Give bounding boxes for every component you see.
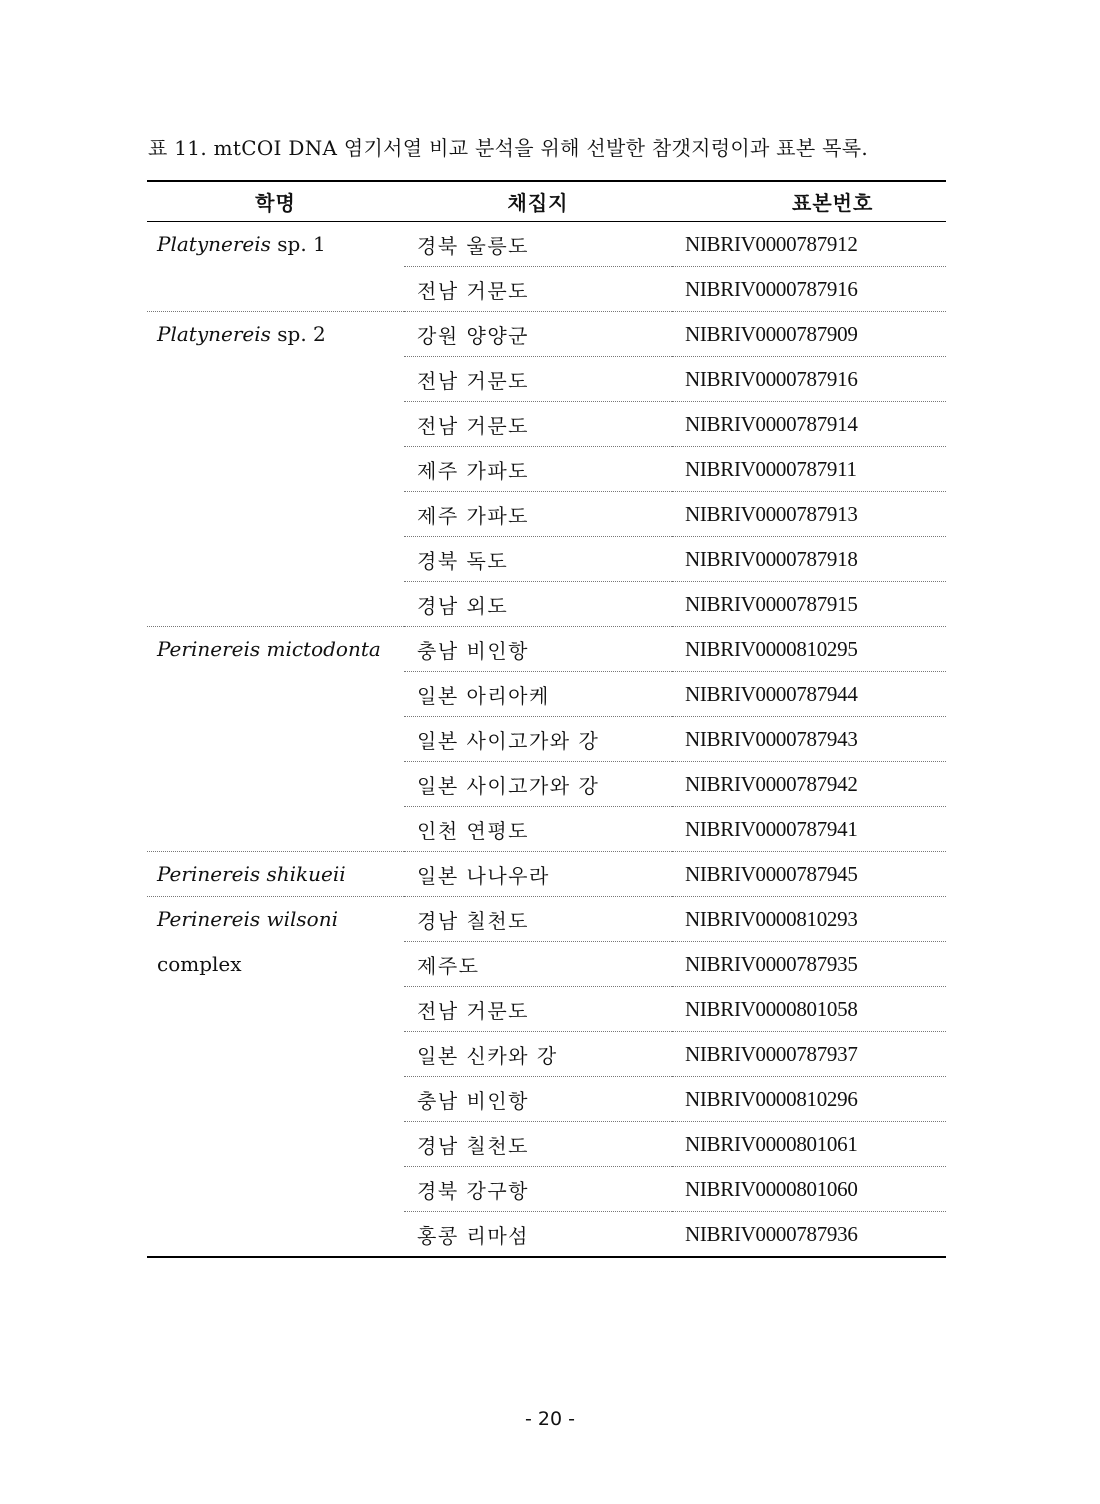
specimen-number-cell: NIBRIV0000787914 [672,402,946,447]
table-row [147,1032,946,1077]
collection-site-cell: 경북 울릉도 [404,222,672,267]
scientific-name-cell [147,1122,404,1167]
header-scientific-name: 학명 [255,191,296,215]
scientific-name-cell [147,312,404,357]
collection-site-cell: 일본 아리아케 [404,672,672,717]
table-row [147,312,946,357]
table-row [147,717,946,762]
scientific-name-suffix: complex [157,952,242,976]
table-row [147,987,946,1032]
collection-site-cell: 경남 칠천도 [404,897,672,942]
scientific-name-cell [147,807,404,852]
table-row [147,537,946,582]
scientific-name-cell [147,267,404,312]
table-row [147,1122,946,1167]
scientific-name-cell [147,1212,404,1258]
collection-site-cell: 일본 나나우라 [404,852,672,897]
table-row [147,582,946,627]
collection-site-cell: 전남 거문도 [404,402,672,447]
page-number: - 20 - [525,1408,575,1430]
table-row [147,762,946,807]
table-row [147,852,946,897]
collection-site-cell: 인천 연평도 [404,807,672,852]
specimen-number-cell: NIBRIV0000787911 [672,447,946,492]
scientific-name-cell [147,717,404,762]
collection-site-cell: 충남 비인항 [404,1077,672,1122]
collection-site-cell: 제주 가파도 [404,447,672,492]
collection-site-cell: 경북 강구항 [404,1167,672,1212]
scientific-name-cell [147,1077,404,1122]
specimen-number-cell: NIBRIV0000787945 [672,852,946,897]
scientific-name-cell [147,1167,404,1212]
specimen-number-cell: NIBRIV0000787913 [672,492,946,537]
table-row [147,1077,946,1122]
specimen-number-cell: NIBRIV0000810295 [672,627,946,672]
scientific-name-cell [147,402,404,447]
table-row [147,1167,946,1212]
specimen-number-cell: NIBRIV0000787942 [672,762,946,807]
specimen-number-cell: NIBRIV0000787912 [672,222,946,267]
table-row [147,222,946,267]
specimen-number-cell: NIBRIV0000810296 [672,1077,946,1122]
table-row [147,1212,946,1258]
scientific-name-suffix: sp. 1 [270,232,326,256]
table-body [147,222,946,1258]
specimen-number-cell: NIBRIV0000787916 [672,357,946,402]
specimen-number-cell: NIBRIV0000787944 [672,672,946,717]
specimen-number-cell: NIBRIV0000787916 [672,267,946,312]
collection-site-cell: 충남 비인항 [404,627,672,672]
specimen-number-cell: NIBRIV0000787941 [672,807,946,852]
scientific-name-italic: Platynereis [157,232,271,256]
collection-site-cell: 홍콩 리마섬 [417,1223,529,1248]
collection-site-cell: 경남 외도 [404,582,672,627]
scientific-name-italic: Perinereis mictodonta [157,637,381,661]
table-header [147,181,946,222]
scientific-name-italic: Perinereis shikueii [157,862,346,886]
scientific-name-cell [147,1032,404,1077]
table-row [147,447,946,492]
collection-site-cell: 일본 사이고가와 강 [404,717,672,762]
specimen-number-cell: NIBRIV0000787943 [672,717,946,762]
specimen-number-cell: NIBRIV0000787918 [672,537,946,582]
specimen-number-cell: NIBRIV0000810293 [672,897,946,942]
scientific-name-suffix: sp. 2 [270,322,326,346]
specimen-number-cell: NIBRIV0000787935 [672,942,946,987]
table-caption: 표 11. mtCOI DNA 염기서열 비교 분석을 위해 선발한 참갯지렁이과 표본 목록. [148,136,869,160]
collection-site-cell: 전남 거문도 [404,267,672,312]
collection-site-cell: 제주 가파도 [404,492,672,537]
scientific-name-cell [147,762,404,807]
table-row [147,402,946,447]
scientific-name-cell [147,672,404,717]
table-row [147,807,946,852]
collection-site-cell: 일본 사이고가와 강 [404,762,672,807]
scientific-name-cell [147,582,404,627]
specimen-number-cell: NIBRIV0000787915 [672,582,946,627]
scientific-name-cell [147,537,404,582]
scientific-name-cell [147,852,404,897]
specimen-number-cell: NIBRIV0000801061 [672,1122,946,1167]
scientific-name-cell [147,942,404,987]
scientific-name-cell [147,222,404,267]
table-row [147,942,946,987]
specimen-number-cell: NIBRIV0000801058 [672,987,946,1032]
collection-site-cell: 경북 독도 [404,537,672,582]
scientific-name-cell [147,492,404,537]
collection-site-cell: 전남 거문도 [404,357,672,402]
scientific-name-italic: Perinereis wilsoni [157,907,338,931]
table-row [147,492,946,537]
header-specimen-number: 표본번호 [792,191,874,215]
scientific-name-cell [147,627,404,672]
table-row [147,267,946,312]
specimen-number-cell: NIBRIV0000787936 [685,1221,858,1246]
scientific-name-italic: Platynereis [157,322,271,346]
collection-site-cell: 제주도 [404,942,672,987]
table-row [147,357,946,402]
specimen-number-cell: NIBRIV0000787937 [672,1032,946,1077]
scientific-name-cell [147,447,404,492]
collection-site-cell: 경남 칠천도 [404,1122,672,1167]
scientific-name-cell [147,357,404,402]
collection-site-cell: 전남 거문도 [404,987,672,1032]
scientific-name-cell [147,987,404,1032]
scientific-name-cell [147,897,404,942]
specimen-number-cell: NIBRIV0000801060 [672,1167,946,1212]
specimen-table [147,180,946,1258]
table-row [147,672,946,717]
table-row [147,897,946,942]
collection-site-cell: 일본 신카와 강 [404,1032,672,1077]
collection-site-cell: 강원 양양군 [404,312,672,357]
header-collection-site: 채집지 [507,191,569,215]
specimen-number-cell: NIBRIV0000787909 [672,312,946,357]
table-row [147,627,946,672]
